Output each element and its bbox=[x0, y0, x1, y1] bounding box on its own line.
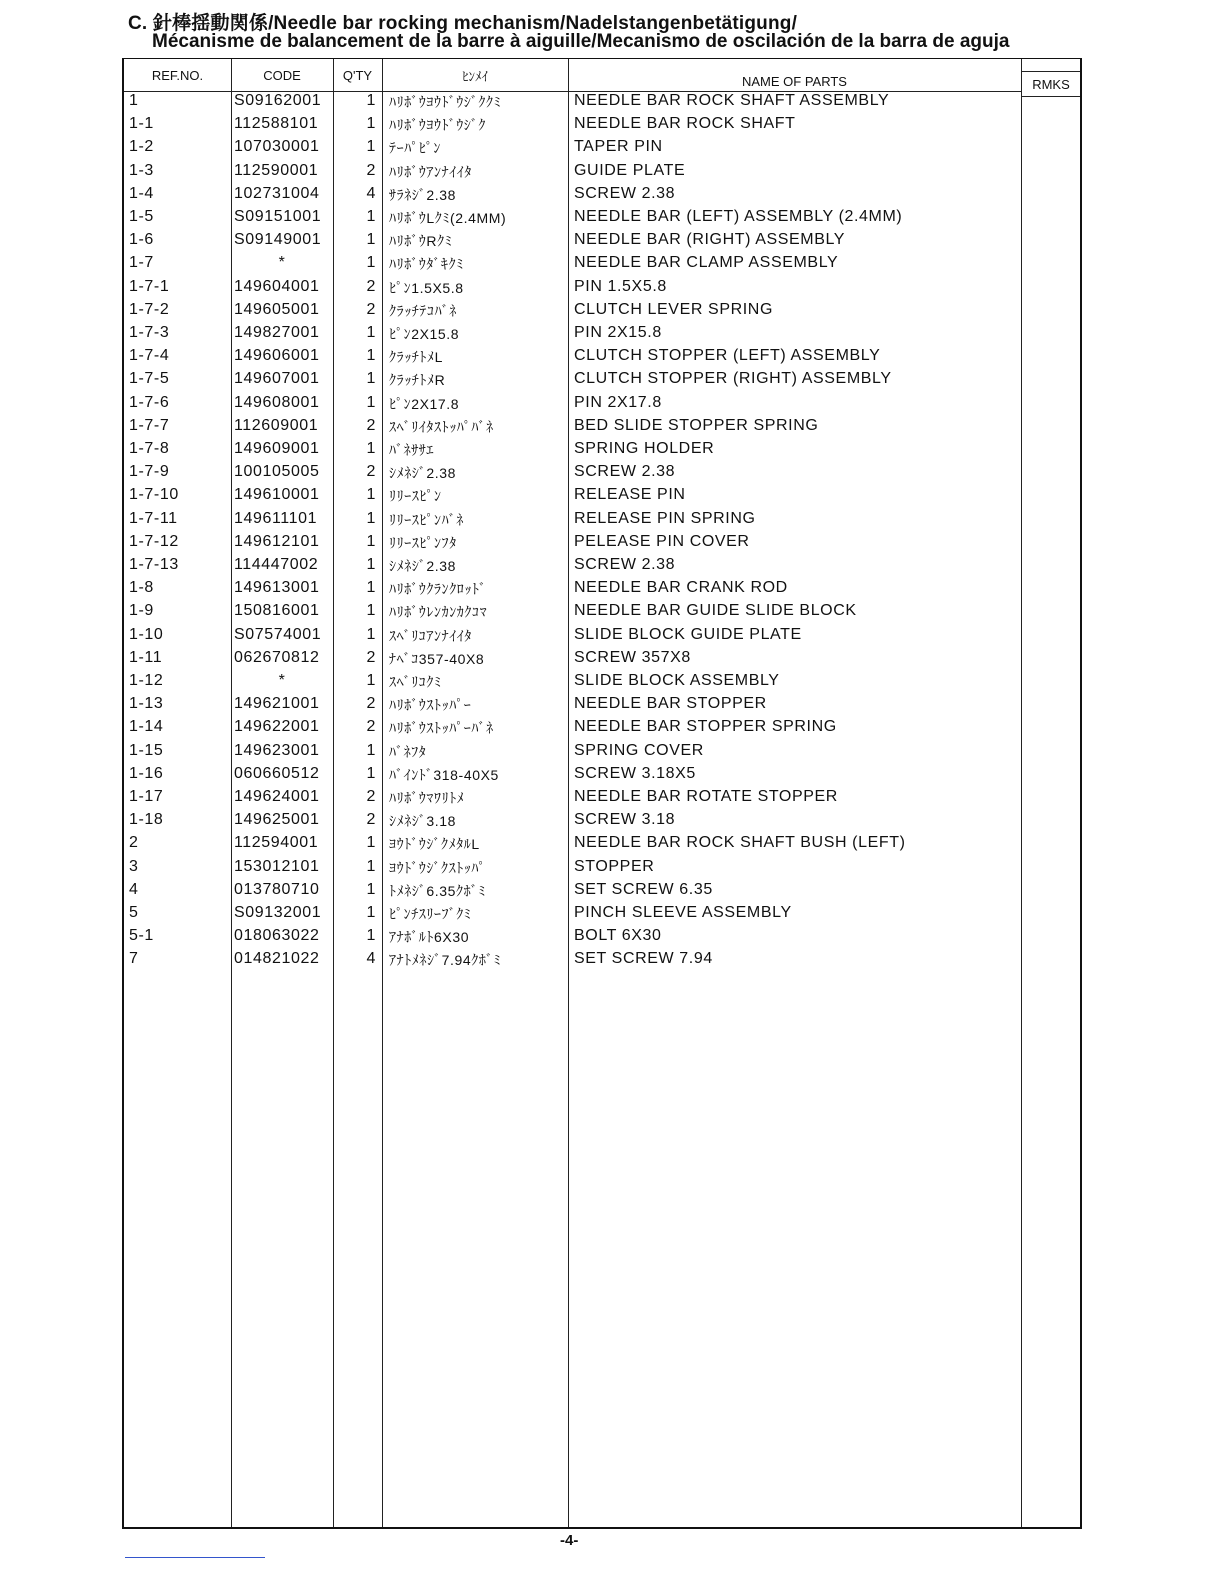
ref-cell: 5-1 bbox=[129, 927, 154, 945]
part-name-cell: SCREW 2.38 bbox=[574, 463, 676, 481]
code-cell: 149613001 bbox=[234, 579, 320, 597]
qty-cell: 2 bbox=[366, 300, 376, 318]
ref-cell: 1-18 bbox=[129, 811, 164, 829]
part-name-cell: NEEDLE BAR ROCK SHAFT bbox=[574, 115, 796, 133]
table-row bbox=[124, 92, 1080, 115]
code-cell: 149604001 bbox=[234, 277, 320, 295]
ref-cell: 1-9 bbox=[129, 602, 154, 620]
table-row bbox=[124, 788, 1080, 811]
ref-cell: 1-15 bbox=[129, 741, 164, 759]
part-name-cell: BOLT 6X30 bbox=[574, 927, 662, 945]
kana-name-cell: ﾊﾘﾎﾞｳｽﾄｯﾊﾟｰﾊﾞﾈ bbox=[389, 720, 494, 737]
ref-cell: 1-6 bbox=[129, 231, 154, 249]
ref-cell: 1-7-5 bbox=[129, 370, 170, 388]
kana-name-cell: ﾅﾍﾞｺ357-40X8 bbox=[389, 650, 485, 667]
code-cell: 149625001 bbox=[234, 811, 320, 829]
table-row bbox=[124, 533, 1080, 556]
kana-name-cell: ﾖｳﾄﾞｳｼﾞｸﾒﾀﾙL bbox=[389, 836, 480, 853]
ref-cell: 7 bbox=[129, 950, 139, 968]
ref-cell: 1-4 bbox=[129, 184, 154, 202]
qty-cell: 2 bbox=[366, 463, 376, 481]
code-cell: 062670812 bbox=[234, 648, 320, 666]
code-cell: 114447002 bbox=[234, 556, 319, 573]
table-row bbox=[124, 881, 1080, 904]
parts-table bbox=[122, 58, 1082, 1529]
table-row bbox=[124, 579, 1080, 602]
kana-name-cell: ﾃｰﾊﾟﾋﾟﾝ bbox=[389, 140, 441, 157]
ref-cell: 1-1 bbox=[129, 115, 154, 133]
part-name-cell: CLUTCH STOPPER (LEFT) ASSEMBLY bbox=[574, 347, 881, 365]
table-row bbox=[124, 254, 1080, 277]
part-name-cell: SCREW 3.18X5 bbox=[574, 764, 696, 782]
table-row bbox=[124, 394, 1080, 417]
code-cell: 149605001 bbox=[234, 300, 320, 318]
kana-name-cell: ﾊﾘﾎﾞｳLｸﾐ(2.4MM) bbox=[389, 210, 507, 226]
code-cell: 149612101 bbox=[234, 532, 320, 550]
ref-cell: 1-7 bbox=[129, 254, 154, 272]
table-row bbox=[124, 417, 1080, 440]
code-cell: 100105005 bbox=[234, 463, 320, 481]
code-cell: 153012101 bbox=[234, 857, 320, 875]
table-row bbox=[124, 278, 1080, 301]
code-cell: 018063022 bbox=[234, 927, 320, 945]
part-name-cell: RELEASE PIN bbox=[574, 486, 686, 504]
table-row bbox=[124, 231, 1080, 254]
kana-name-cell: ﾖｳﾄﾞｳｼﾞｸｽﾄｯﾊﾟ bbox=[389, 859, 486, 876]
ref-cell: 1-7-3 bbox=[129, 324, 170, 341]
header-name: NAME OF PARTS bbox=[742, 73, 847, 89]
kana-name-cell: ｽﾍﾞﾘｲﾀｽﾄｯﾊﾟﾊﾞﾈ bbox=[389, 418, 494, 435]
code-cell: * bbox=[278, 672, 286, 689]
code-cell: 112590001 bbox=[234, 161, 319, 179]
part-name-cell: NEEDLE BAR ROCK SHAFT BUSH (LEFT) bbox=[574, 834, 906, 852]
header-qty: Q'TY bbox=[342, 67, 373, 83]
table-row bbox=[124, 486, 1080, 509]
code-cell: 112588101 bbox=[234, 115, 319, 133]
ref-cell: 1 bbox=[129, 92, 139, 109]
qty-cell: 1 bbox=[366, 254, 376, 272]
part-name-cell: NEEDLE BAR STOPPER SPRING bbox=[574, 718, 837, 736]
qty-cell: 1 bbox=[366, 509, 376, 527]
part-name-cell: NEEDLE BAR CLAMP ASSEMBLY bbox=[574, 254, 839, 272]
kana-name-cell: ﾊﾘﾎﾞｳRｸﾐ bbox=[389, 233, 453, 250]
part-name-cell: SPRING HOLDER bbox=[574, 440, 715, 457]
qty-cell: 2 bbox=[366, 811, 376, 829]
qty-cell: 1 bbox=[366, 231, 376, 249]
qty-cell: 1 bbox=[366, 625, 376, 643]
ref-cell: 5 bbox=[129, 904, 139, 921]
part-name-cell: BED SLIDE STOPPER SPRING bbox=[574, 416, 819, 434]
kana-name-cell: ｻﾗﾈｼﾞ2.38 bbox=[389, 186, 457, 203]
qty-cell: 1 bbox=[366, 602, 376, 620]
qty-cell: 2 bbox=[366, 416, 376, 434]
code-cell: 149607001 bbox=[234, 370, 320, 388]
ref-cell: 1-7-12 bbox=[129, 532, 179, 550]
ref-cell: 1-7-7 bbox=[129, 416, 170, 434]
footer-line bbox=[125, 1557, 265, 1558]
code-cell: 149606001 bbox=[234, 347, 320, 365]
part-name-cell: SCREW 357X8 bbox=[574, 648, 691, 666]
ref-cell: 1-5 bbox=[129, 208, 154, 225]
table-row bbox=[124, 138, 1080, 161]
page-number: -4- bbox=[560, 1532, 579, 1549]
header-ref: REF.NO. bbox=[151, 67, 204, 83]
table-row bbox=[124, 602, 1080, 625]
code-cell: 014821022 bbox=[234, 950, 320, 968]
qty-cell: 1 bbox=[366, 347, 376, 365]
code-cell: 107030001 bbox=[234, 138, 320, 156]
part-name-cell: SLIDE BLOCK ASSEMBLY bbox=[574, 672, 780, 689]
ref-cell: 1-7-13 bbox=[129, 556, 179, 573]
part-name-cell: CLUTCH LEVER SPRING bbox=[574, 300, 773, 318]
ref-cell: 1-13 bbox=[129, 695, 164, 713]
code-cell: 102731004 bbox=[234, 184, 320, 202]
kana-name-cell: ﾊﾞｲﾝﾄﾞ318-40X5 bbox=[389, 766, 499, 783]
ref-cell: 1-8 bbox=[129, 579, 154, 597]
ref-cell: 1-7-2 bbox=[129, 300, 170, 318]
table-row bbox=[124, 185, 1080, 208]
part-name-cell: RELEASE PIN SPRING bbox=[574, 509, 756, 527]
table-row bbox=[124, 927, 1080, 950]
ref-cell: 1-7-8 bbox=[129, 440, 170, 457]
code-cell: S09151001 bbox=[234, 208, 322, 225]
code-cell: S09149001 bbox=[234, 231, 322, 249]
part-name-cell: NEEDLE BAR (RIGHT) ASSEMBLY bbox=[574, 231, 846, 249]
table-row bbox=[124, 742, 1080, 765]
part-name-cell: TAPER PIN bbox=[574, 138, 663, 156]
table-row bbox=[124, 324, 1080, 347]
table-row bbox=[124, 301, 1080, 324]
code-cell: 112609001 bbox=[234, 416, 319, 434]
qty-cell: 1 bbox=[366, 370, 376, 388]
kana-name-cell: ﾊﾞﾈﾌﾀ bbox=[389, 743, 427, 760]
qty-cell: 1 bbox=[366, 532, 376, 550]
ref-cell: 1-11 bbox=[129, 648, 163, 666]
ref-cell: 1-3 bbox=[129, 161, 154, 179]
qty-cell: 1 bbox=[366, 324, 376, 341]
kana-name-cell: ｸﾗｯﾁﾄﾒR bbox=[389, 372, 446, 389]
part-name-cell: SET SCREW 6.35 bbox=[574, 880, 713, 898]
table-row bbox=[124, 858, 1080, 881]
qty-cell: 1 bbox=[366, 834, 376, 852]
table-row bbox=[124, 208, 1080, 231]
kana-name-cell: ﾊﾘﾎﾞｳﾏﾜﾘﾄﾒ bbox=[389, 790, 465, 806]
table-row bbox=[124, 695, 1080, 718]
ref-cell: 1-16 bbox=[129, 764, 164, 782]
ref-cell: 1-17 bbox=[129, 788, 164, 805]
code-cell: 060660512 bbox=[234, 764, 320, 782]
table-row bbox=[124, 556, 1080, 579]
qty-cell: 1 bbox=[366, 857, 376, 875]
kana-name-cell: ｼﾒﾈｼﾞ2.38 bbox=[389, 558, 457, 574]
part-name-cell: CLUTCH STOPPER (RIGHT) ASSEMBLY bbox=[574, 370, 892, 388]
qty-cell: 2 bbox=[366, 718, 376, 736]
qty-cell: 2 bbox=[366, 648, 376, 666]
table-row bbox=[124, 162, 1080, 185]
table-row bbox=[124, 718, 1080, 741]
code-cell: 150816001 bbox=[234, 602, 320, 620]
kana-name-cell: ﾄﾒﾈｼﾞ6.35ｸﾎﾞﾐ bbox=[389, 882, 486, 899]
kana-name-cell: ﾋﾟﾝ2X17.8 bbox=[389, 395, 460, 412]
part-name-cell: NEEDLE BAR GUIDE SLIDE BLOCK bbox=[574, 602, 857, 620]
code-cell: 149609001 bbox=[234, 440, 320, 457]
ref-cell: 1-7-11 bbox=[129, 509, 178, 527]
header-rmks: RMKS bbox=[1022, 71, 1080, 97]
code-cell: S09132001 bbox=[234, 904, 322, 921]
part-name-cell: NEEDLE BAR (LEFT) ASSEMBLY (2.4MM) bbox=[574, 208, 903, 225]
ref-cell: 4 bbox=[129, 880, 139, 898]
table-row bbox=[124, 347, 1080, 370]
table-row bbox=[124, 904, 1080, 927]
qty-cell: 4 bbox=[366, 184, 376, 202]
part-name-cell: PIN 2X17.8 bbox=[574, 393, 662, 411]
code-cell: * bbox=[278, 254, 286, 272]
title-line-1: C. 針棒揺動関係/Needle bar rocking mechanism/Nadelstangenbetätigung/ bbox=[128, 13, 798, 34]
header-code: CODE bbox=[263, 67, 301, 83]
qty-cell: 2 bbox=[366, 277, 376, 295]
qty-cell: 1 bbox=[366, 579, 376, 597]
title-line-2: Mécanisme de balancement de la barre à aiguille/Mecanismo de oscilación de la barra de aguja bbox=[152, 31, 1010, 52]
ref-cell: 1-12 bbox=[129, 672, 164, 689]
code-cell: 112594001 bbox=[234, 834, 319, 852]
kana-name-cell: ﾋﾟﾝ2X15.8 bbox=[389, 326, 460, 342]
kana-name-cell: ｽﾍﾞﾘｺｱﾝﾅｲｲﾀ bbox=[389, 627, 472, 644]
table-row bbox=[124, 811, 1080, 834]
kana-name-cell: ｼﾒﾈｼﾞ2.38 bbox=[389, 465, 457, 482]
ref-cell: 1-7-10 bbox=[129, 486, 179, 504]
qty-cell: 2 bbox=[366, 788, 376, 805]
part-name-cell: SPRING COVER bbox=[574, 741, 704, 759]
part-name-cell: NEEDLE BAR STOPPER bbox=[574, 695, 767, 713]
kana-name-cell: ﾘﾘｰｽﾋﾟﾝﾌﾀ bbox=[389, 534, 457, 551]
table-row bbox=[124, 115, 1080, 138]
qty-cell: 1 bbox=[366, 764, 376, 782]
table-row bbox=[124, 649, 1080, 672]
ref-cell: 1-10 bbox=[129, 625, 164, 643]
code-cell: 149621001 bbox=[234, 695, 320, 713]
part-name-cell: NEEDLE BAR CRANK ROD bbox=[574, 579, 788, 597]
kana-name-cell: ﾊﾘﾎﾞｳﾖｳﾄﾞｳｼﾞｸ bbox=[389, 117, 486, 134]
ref-cell: 1-7-4 bbox=[129, 347, 170, 365]
part-name-cell: NEEDLE BAR ROCK SHAFT ASSEMBLY bbox=[574, 92, 890, 109]
qty-cell: 2 bbox=[366, 695, 376, 713]
table-row bbox=[124, 834, 1080, 857]
qty-cell: 1 bbox=[366, 556, 376, 573]
kana-name-cell: ﾋﾟﾝﾁｽﾘｰﾌﾞｸﾐ bbox=[389, 906, 472, 922]
kana-name-cell: ﾘﾘｰｽﾋﾟﾝﾊﾞﾈ bbox=[389, 511, 464, 528]
kana-name-cell: ｱﾅﾄﾒﾈｼﾞ7.94ｸﾎﾞﾐ bbox=[389, 952, 502, 969]
qty-cell: 2 bbox=[366, 161, 376, 179]
code-cell: 149622001 bbox=[234, 718, 320, 736]
qty-cell: 1 bbox=[366, 92, 376, 109]
table-row bbox=[124, 440, 1080, 463]
code-cell: 149827001 bbox=[234, 324, 320, 341]
kana-name-cell: ｼﾒﾈｼﾞ3.18 bbox=[389, 813, 457, 830]
part-name-cell: SCREW 3.18 bbox=[574, 811, 676, 829]
kana-name-cell: ﾊﾘﾎﾞｳﾖｳﾄﾞｳｼﾞｸｸﾐ bbox=[389, 94, 502, 110]
part-name-cell: PIN 1.5X5.8 bbox=[574, 277, 667, 295]
table-row bbox=[124, 626, 1080, 649]
part-name-cell: SCREW 2.38 bbox=[574, 184, 676, 202]
qty-cell: 1 bbox=[366, 393, 376, 411]
code-cell: S09162001 bbox=[234, 92, 322, 109]
part-name-cell: NEEDLE BAR ROTATE STOPPER bbox=[574, 788, 838, 805]
header-kana: ﾋﾝﾒｲ bbox=[462, 68, 488, 84]
kana-name-cell: ﾘﾘｰｽﾋﾟﾝ bbox=[389, 488, 442, 505]
ref-cell: 1-7-9 bbox=[129, 463, 170, 481]
ref-cell: 1-7-6 bbox=[129, 393, 170, 411]
kana-name-cell: ｱﾅﾎﾞﾙﾄ6X30 bbox=[389, 929, 470, 946]
qty-cell: 1 bbox=[366, 486, 376, 504]
qty-cell: 1 bbox=[366, 672, 376, 689]
table-row bbox=[124, 765, 1080, 788]
kana-name-cell: ﾊﾞﾈｻｻｴ bbox=[389, 442, 434, 458]
code-cell: 149608001 bbox=[234, 393, 320, 411]
kana-name-cell: ﾊﾘﾎﾞｳｽﾄｯﾊﾟｰ bbox=[389, 697, 472, 714]
kana-name-cell: ﾊﾘﾎﾞｳｱﾝﾅｲｲﾀ bbox=[389, 163, 472, 180]
part-name-cell: PELEASE PIN COVER bbox=[574, 532, 750, 550]
qty-cell: 1 bbox=[366, 741, 376, 759]
qty-cell: 4 bbox=[366, 950, 376, 968]
ref-cell: 1-7-1 bbox=[129, 277, 170, 295]
code-cell: 149623001 bbox=[234, 741, 320, 759]
qty-cell: 1 bbox=[366, 440, 376, 457]
kana-name-cell: ｸﾗｯﾁﾄﾒL bbox=[389, 349, 443, 366]
table-row bbox=[124, 672, 1080, 695]
qty-cell: 1 bbox=[366, 904, 376, 921]
part-name-cell: STOPPER bbox=[574, 857, 655, 875]
part-name-cell: PIN 2X15.8 bbox=[574, 324, 662, 341]
part-name-cell: SLIDE BLOCK GUIDE PLATE bbox=[574, 625, 802, 643]
qty-cell: 1 bbox=[366, 208, 376, 225]
table-row bbox=[124, 950, 1080, 973]
code-cell: S07574001 bbox=[234, 625, 322, 643]
ref-cell: 2 bbox=[129, 834, 139, 852]
ref-cell: 3 bbox=[129, 857, 139, 875]
qty-cell: 1 bbox=[366, 115, 376, 133]
qty-cell: 1 bbox=[366, 927, 376, 945]
ref-cell: 1-14 bbox=[129, 718, 164, 736]
part-name-cell: PINCH SLEEVE ASSEMBLY bbox=[574, 904, 792, 921]
code-cell: 149624001 bbox=[234, 788, 320, 805]
code-cell: 149611101 bbox=[234, 509, 318, 527]
table-row bbox=[124, 370, 1080, 393]
kana-name-cell: ﾊﾘﾎﾞｳﾚﾝｶﾝｶｸｺﾏ bbox=[389, 604, 488, 621]
kana-name-cell: ﾊﾘﾎﾞｳﾀﾞｷｸﾐ bbox=[389, 256, 464, 273]
code-cell: 149610001 bbox=[234, 486, 320, 504]
code-cell: 013780710 bbox=[234, 880, 320, 898]
part-name-cell: GUIDE PLATE bbox=[574, 161, 686, 179]
qty-cell: 1 bbox=[366, 138, 376, 156]
kana-name-cell: ﾋﾟﾝ1.5X5.8 bbox=[389, 279, 464, 296]
table-row bbox=[124, 463, 1080, 486]
part-name-cell: SET SCREW 7.94 bbox=[574, 950, 713, 968]
kana-name-cell: ｽﾍﾞﾘｺｸﾐ bbox=[389, 674, 442, 690]
kana-name-cell: ﾊﾘﾎﾞｳｸﾗﾝｸﾛｯﾄﾞ bbox=[389, 581, 487, 598]
part-name-cell: SCREW 2.38 bbox=[574, 556, 676, 573]
ref-cell: 1-2 bbox=[129, 138, 154, 156]
table-row bbox=[124, 510, 1080, 533]
qty-cell: 1 bbox=[366, 880, 376, 898]
kana-name-cell: ｸﾗｯﾁﾃｺﾊﾞﾈ bbox=[389, 302, 457, 319]
